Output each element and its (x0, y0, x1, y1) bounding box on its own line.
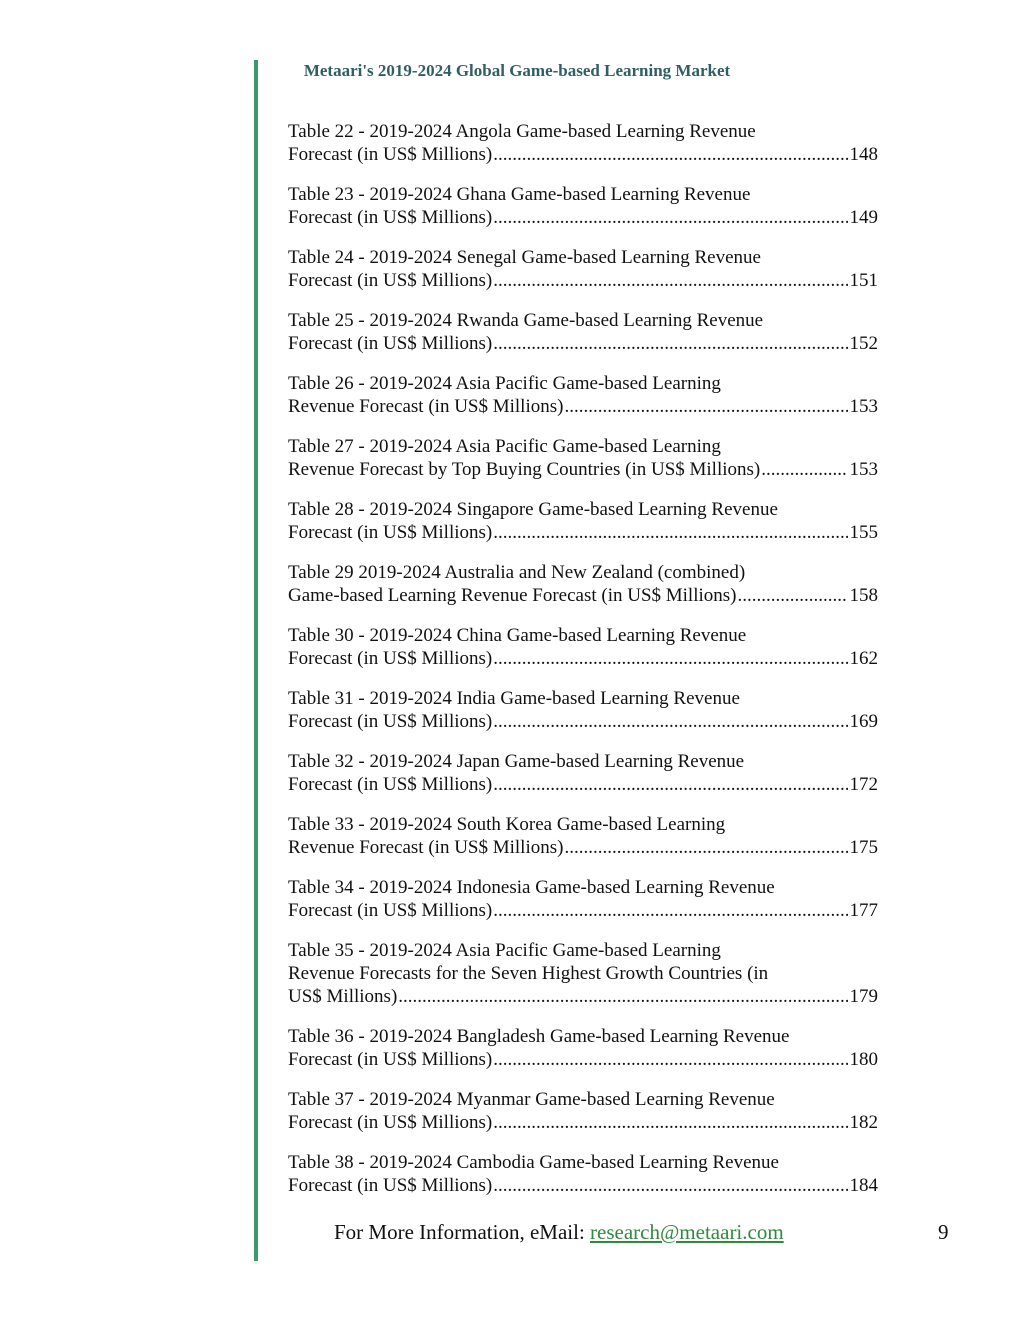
toc-entry-text: Revenue Forecast by Top Buying Countries (in US$ Millions) (288, 459, 761, 480)
toc-page-number: 151 (849, 270, 878, 291)
dot-leader (493, 143, 847, 166)
toc-entry-text: Forecast (in US$ Millions) (288, 711, 493, 732)
dot-leader (493, 1111, 847, 1134)
toc-entry-last-line (288, 836, 878, 859)
toc-entry-text: Forecast (in US$ Millions) (288, 144, 493, 165)
dot-leader (493, 710, 847, 733)
toc-entry-last-line (288, 395, 878, 418)
toc-page-number: 169 (849, 711, 878, 732)
table-of-contents (288, 120, 878, 1214)
dot-leader (493, 1048, 847, 1071)
toc-entry-last-line (288, 332, 878, 355)
toc-entry-line: Table 22 - 2019-2024 Angola Game-based Learning Revenue (288, 121, 756, 142)
toc-page-number: 153 (849, 396, 878, 417)
dot-leader (493, 521, 847, 544)
dot-leader (398, 985, 847, 1008)
dot-leader (761, 458, 847, 481)
toc-entry-last-line (288, 521, 878, 544)
email-link[interactable]: research@metaari.com (590, 1220, 784, 1244)
toc-entry[interactable] (288, 435, 878, 481)
toc-entry[interactable] (288, 372, 878, 418)
toc-entry[interactable] (288, 1025, 878, 1071)
toc-entry-last-line (288, 773, 878, 796)
toc-entry-last-line (288, 269, 878, 292)
toc-page-number: 175 (849, 837, 878, 858)
toc-entry-last-line (288, 143, 878, 166)
toc-entry-last-line (288, 985, 878, 1008)
dot-leader (493, 647, 847, 670)
toc-page-number: 180 (849, 1049, 878, 1070)
dot-leader (564, 395, 847, 418)
toc-entry-line: Table 36 - 2019-2024 Bangladesh Game-based Learning Revenue (288, 1026, 790, 1047)
toc-entry-line: Table 27 - 2019-2024 Asia Pacific Game-based Learning (288, 436, 721, 457)
toc-page-number: 148 (849, 144, 878, 165)
running-header: Metaari's 2019-2024 Global Game-based Learning Market (303, 61, 731, 80)
dot-leader (493, 206, 847, 229)
dot-leader (493, 773, 847, 796)
toc-entry-line: Table 33 - 2019-2024 South Korea Game-based Learning (288, 814, 726, 835)
toc-entry-text: Forecast (in US$ Millions) (288, 207, 493, 228)
dot-leader (493, 269, 847, 292)
dot-leader (738, 584, 848, 607)
toc-entry-line: Table 37 - 2019-2024 Myanmar Game-based Learning Revenue (288, 1089, 775, 1110)
toc-entry[interactable] (288, 876, 878, 922)
toc-entry-line: Table 29 2019-2024 Australia and New Zealand (combined) (288, 562, 746, 583)
toc-entry[interactable] (288, 813, 878, 859)
toc-entry-last-line (288, 206, 878, 229)
toc-entry[interactable] (288, 939, 878, 1008)
toc-entry-text: Forecast (in US$ Millions) (288, 1112, 493, 1133)
toc-entry-text: Forecast (in US$ Millions) (288, 900, 493, 921)
toc-entry-text: US$ Millions) (288, 986, 398, 1007)
toc-entry-text: Forecast (in US$ Millions) (288, 522, 493, 543)
toc-page-number: 153 (849, 459, 878, 480)
footer-prefix: For More Information, eMail: (334, 1220, 591, 1244)
toc-entry-last-line (288, 1111, 878, 1134)
toc-page-number: 158 (849, 585, 878, 606)
toc-entry[interactable] (288, 246, 878, 292)
toc-entry-text: Game-based Learning Revenue Forecast (in US$ Millions) (288, 585, 737, 606)
toc-entry-last-line (288, 899, 878, 922)
toc-entry[interactable] (288, 183, 878, 229)
toc-page-number: 152 (849, 333, 878, 354)
toc-entry[interactable] (288, 750, 878, 796)
toc-entry-last-line (288, 584, 878, 607)
toc-page-number: 184 (849, 1175, 878, 1196)
margin-rule (254, 60, 258, 1261)
footer (334, 1220, 784, 1245)
dot-leader (493, 899, 847, 922)
toc-entry-line: Table 24 - 2019-2024 Senegal Game-based Learning Revenue (288, 247, 761, 268)
toc-page-number: 179 (849, 986, 878, 1007)
toc-entry-text: Forecast (in US$ Millions) (288, 333, 493, 354)
toc-page-number: 149 (849, 207, 878, 228)
toc-entry[interactable] (288, 1088, 878, 1134)
dot-leader (493, 1174, 847, 1197)
toc-entry-line: Table 23 - 2019-2024 Ghana Game-based Learning Revenue (288, 184, 751, 205)
toc-entry[interactable] (288, 561, 878, 607)
toc-entry-line: Table 31 - 2019-2024 India Game-based Learning Revenue (288, 688, 740, 709)
toc-entry[interactable] (288, 1151, 878, 1197)
toc-entry-text: Revenue Forecast (in US$ Millions) (288, 837, 564, 858)
toc-entry-line: Table 26 - 2019-2024 Asia Pacific Game-based Learning (288, 373, 721, 394)
toc-entry[interactable] (288, 624, 878, 670)
toc-entry-text: Forecast (in US$ Millions) (288, 774, 493, 795)
toc-entry-last-line (288, 647, 878, 670)
toc-entry-text: Forecast (in US$ Millions) (288, 1049, 493, 1070)
toc-entry-last-line (288, 458, 878, 481)
toc-entry-line: Table 35 - 2019-2024 Asia Pacific Game-based Learning (288, 940, 721, 961)
toc-entry-text: Forecast (in US$ Millions) (288, 1175, 493, 1196)
toc-entry-line: Table 30 - 2019-2024 China Game-based Learning Revenue (288, 625, 747, 646)
toc-entry-text: Forecast (in US$ Millions) (288, 648, 493, 669)
toc-page-number: 155 (849, 522, 878, 543)
toc-entry-text: Forecast (in US$ Millions) (288, 270, 493, 291)
toc-entry-last-line (288, 710, 878, 733)
toc-entry[interactable] (288, 687, 878, 733)
toc-entry[interactable] (288, 498, 878, 544)
toc-page-number: 177 (849, 900, 878, 921)
dot-leader (493, 332, 847, 355)
toc-entry-line: Table 28 - 2019-2024 Singapore Game-based Learning Revenue (288, 499, 778, 520)
dot-leader (564, 836, 847, 859)
toc-entry-line: Table 34 - 2019-2024 Indonesia Game-based Learning Revenue (288, 877, 775, 898)
toc-page-number: 162 (849, 648, 878, 669)
toc-page-number: 172 (849, 774, 878, 795)
toc-entry-last-line (288, 1048, 878, 1071)
toc-entry-text: Revenue Forecast (in US$ Millions) (288, 396, 564, 417)
toc-page-number: 182 (849, 1112, 878, 1133)
toc-entry-line: Table 38 - 2019-2024 Cambodia Game-based Learning Revenue (288, 1152, 779, 1173)
toc-entry-line: Table 25 - 2019-2024 Rwanda Game-based Learning Revenue (288, 310, 764, 331)
toc-entry[interactable] (288, 309, 878, 355)
toc-entry[interactable] (288, 120, 878, 166)
toc-entry-last-line (288, 1174, 878, 1197)
toc-entry-line: Revenue Forecasts for the Seven Highest Growth Countries (in (288, 963, 769, 984)
toc-entry-line: Table 32 - 2019-2024 Japan Game-based Learning Revenue (288, 751, 745, 772)
page-number: 9 (938, 1220, 949, 1244)
